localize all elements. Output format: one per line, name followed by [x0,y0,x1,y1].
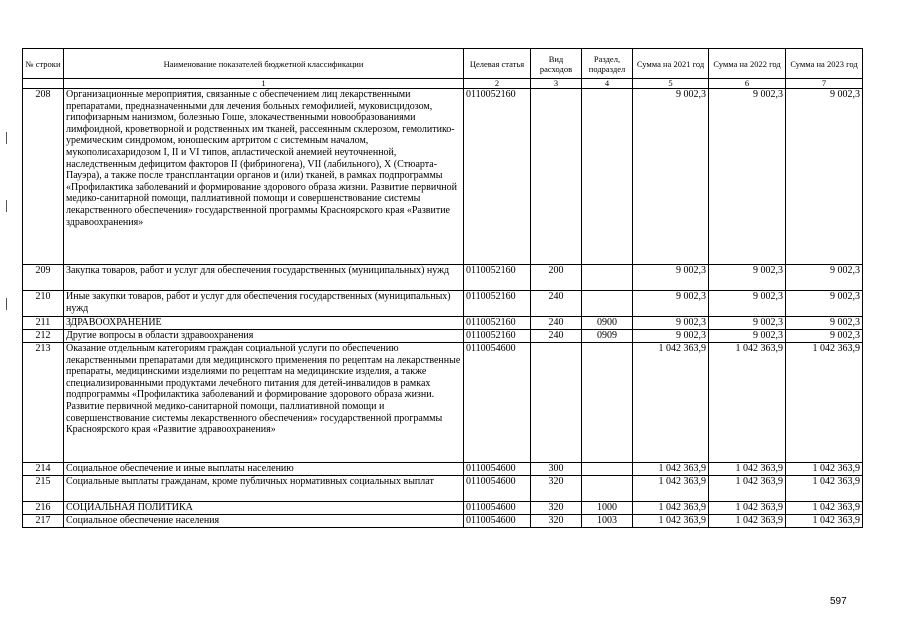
header-sum-2023: Сумма на 2023 год [786,49,863,79]
colnum-3: 3 [531,79,582,89]
row-sum-2021: 1 042 363,9 [633,476,709,502]
row-name: Закупка товаров, работ и услуг для обеспечения государственных (муниципальных) нужд [64,265,464,291]
row-section: 0900 [582,317,633,330]
header-sum-2021: Сумма на 2021 год [633,49,709,79]
row-target: 0110052160 [464,265,531,291]
row-number: 212 [23,330,64,343]
row-target: 0110052160 [464,317,531,330]
row-section [582,476,633,502]
row-sum-2021: 1 042 363,9 [633,343,709,463]
row-kind: 320 [531,502,582,515]
row-sum-2023: 1 042 363,9 [786,463,863,476]
row-sum-2023: 9 002,3 [786,317,863,330]
row-sum-2021: 1 042 363,9 [633,463,709,476]
table-row [23,330,863,343]
column-numbers-row [23,79,863,89]
row-kind: 240 [531,330,582,343]
row-name: Социальное обеспечение и иные выплаты населению [64,463,464,476]
row-name: СОЦИАЛЬНАЯ ПОЛИТИКА [64,502,464,515]
row-sum-2021: 1 042 363,9 [633,515,709,528]
row-kind [531,343,582,463]
row-section [582,291,633,317]
row-section: 1000 [582,502,633,515]
table-row [23,89,863,265]
row-sum-2022: 1 042 363,9 [709,502,786,515]
table-row [23,343,863,463]
header-row [23,49,863,79]
colnum-1: 1 [64,79,464,89]
row-section [582,89,633,265]
row-number: 215 [23,476,64,502]
row-section [582,265,633,291]
row-target: 0110054600 [464,463,531,476]
row-kind [531,89,582,265]
row-name: Социальные выплаты гражданам, кроме публичных нормативных социальных выплат [64,476,464,502]
row-number: 209 [23,265,64,291]
table-row [23,476,863,502]
row-sum-2023: 1 042 363,9 [786,343,863,463]
row-target: 0110054600 [464,476,531,502]
row-kind: 320 [531,476,582,502]
table-row [23,515,863,528]
row-sum-2023: 9 002,3 [786,330,863,343]
row-section [582,463,633,476]
table-row [23,463,863,476]
budget-table [22,48,863,528]
row-name: Иные закупки товаров, работ и услуг для обеспечения государственных (муниципальных) нужд [64,291,464,317]
row-sum-2021: 9 002,3 [633,317,709,330]
row-sum-2021: 9 002,3 [633,265,709,291]
row-kind: 300 [531,463,582,476]
row-name: Социальное обеспечение населения [64,515,464,528]
row-section: 1003 [582,515,633,528]
row-sum-2022: 9 002,3 [709,330,786,343]
row-number: 213 [23,343,64,463]
colnum-4: 4 [582,79,633,89]
row-sum-2023: 9 002,3 [786,291,863,317]
row-sum-2023: 1 042 363,9 [786,502,863,515]
row-sum-2021: 9 002,3 [633,330,709,343]
colnum-7: 7 [786,79,863,89]
row-target: 0110052160 [464,89,531,265]
row-sum-2022: 1 042 363,9 [709,463,786,476]
colnum-2: 2 [464,79,531,89]
row-name: Другие вопросы в области здравоохранения [64,330,464,343]
row-name: ЗДРАВООХРАНЕНИЕ [64,317,464,330]
row-kind: 320 [531,515,582,528]
header-row-no: № строки [23,49,64,79]
row-section: 0909 [582,330,633,343]
colnum-0 [23,79,64,89]
row-sum-2023: 1 042 363,9 [786,515,863,528]
row-sum-2021: 9 002,3 [633,291,709,317]
row-kind: 240 [531,317,582,330]
row-sum-2022: 9 002,3 [709,89,786,265]
table-row [23,291,863,317]
row-sum-2023: 1 042 363,9 [786,476,863,502]
table-row [23,317,863,330]
header-section: Раздел, подраздел [582,49,633,79]
row-name: Организационные мероприятия, связанные с обеспечением лиц лекарственными препаратами, предназначенными для лечения больных гемофилией, муковисцидозом, гипофизарным нанизмом, болезнью Гоше, злокачественными новообразованиями лимфоидной, кроветворной и родственных им тканей, рассеянным склерозом, гемолитико-уремическим синдромом, юношеским артритом с системным началом, мукополисахаридозом I, II и VI типов, апластической анемией неуточненной, наследственным дефицитом факторов II (фибриногена), VII (лабильного), X (Стюарта-Пауэра), а также после трансплантации органов и (или) тканей, в рамках подпрограммы «Профилактика заболеваний и формирование здорового образа жизни. Развитие первичной медико-санитарной помощи, паллиативной помощи и совершенствование системы лекарственного обеспечения» государственной программы Красноярского края «Развитие здравоохранения» [64,89,464,265]
row-number: 217 [23,515,64,528]
header-kind: Вид расходов [531,49,582,79]
colnum-5: 5 [633,79,709,89]
table-row [23,265,863,291]
margin-marks [6,0,10,640]
row-number: 214 [23,463,64,476]
row-section [582,343,633,463]
row-sum-2022: 1 042 363,9 [709,476,786,502]
row-name: Оказание отдельным категориям граждан социальной услуги по обеспечению лекарственными препаратами для медицинского применения по рецептам на лекарственные препараты, медицинскими изделиями по рецептам на медицинские изделия, а также специализированными продуктами лечебного питания для детей-инвалидов в рамках подпрограммы «Профилактика заболеваний и формирование здорового образа жизни. Развитие первичной медико-санитарной помощи, паллиативной помощи и совершенствование системы лекарственного обеспечения» государственной программы Красноярского края «Развитие здравоохранения» [64,343,464,463]
page-number: 597 [830,596,847,607]
row-number: 210 [23,291,64,317]
row-target: 0110052160 [464,330,531,343]
colnum-6: 6 [709,79,786,89]
header-target: Целевая статья [464,49,531,79]
row-sum-2021: 1 042 363,9 [633,502,709,515]
row-target: 0110054600 [464,502,531,515]
row-sum-2022: 1 042 363,9 [709,515,786,528]
row-sum-2022: 9 002,3 [709,317,786,330]
row-number: 208 [23,89,64,265]
row-target: 0110054600 [464,515,531,528]
row-target: 0110054600 [464,343,531,463]
header-sum-2022: Сумма на 2022 год [709,49,786,79]
row-sum-2022: 9 002,3 [709,291,786,317]
row-number: 211 [23,317,64,330]
row-sum-2022: 1 042 363,9 [709,343,786,463]
row-kind: 200 [531,265,582,291]
row-number: 216 [23,502,64,515]
row-sum-2021: 9 002,3 [633,89,709,265]
header-name: Наименование показателей бюджетной классификации [64,49,464,79]
table-row [23,502,863,515]
row-sum-2023: 9 002,3 [786,265,863,291]
row-sum-2023: 9 002,3 [786,89,863,265]
row-sum-2022: 9 002,3 [709,265,786,291]
row-kind: 240 [531,291,582,317]
row-target: 0110052160 [464,291,531,317]
